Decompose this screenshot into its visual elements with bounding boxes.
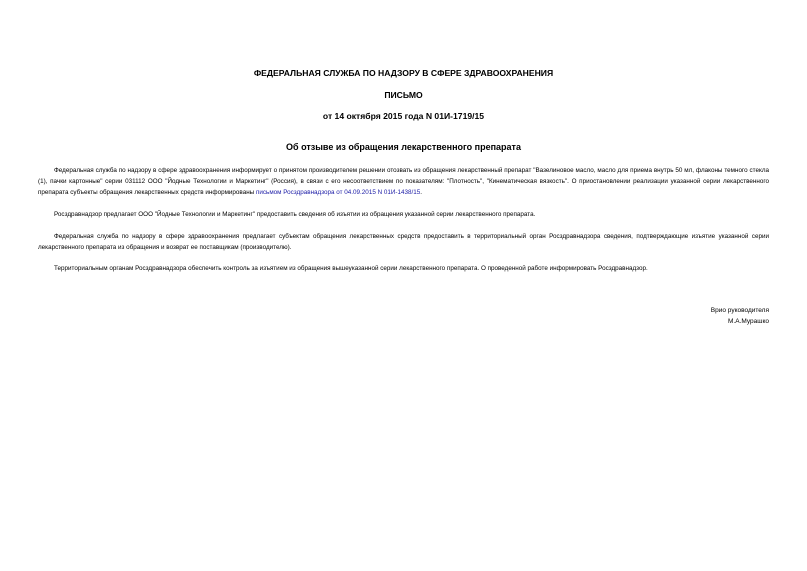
document-page (38, 0, 769, 571)
organization-heading: ФЕДЕРАЛЬНАЯ СЛУЖБА ПО НАДЗОРУ В СФЕРЕ ЗДРАВООХРАНЕНИЯ (253, 68, 554, 78)
document-subject: Об отзыве из обращения лекарственного препарата (286, 142, 521, 152)
signature-block (711, 305, 769, 327)
referenced-letter-link[interactable]: письмом Росздравнадзора от 04.09.2015 N 01И-1438/15 (255, 189, 421, 196)
paragraph-1-end: . (420, 189, 423, 196)
paragraph-3: Федеральная служба по надзору в сфере здравоохранения предлагает субъектам обращения лекарственных средств предоставить в территориальный орган Росздравнадзора сведения, подтверждающие изъятие указанной серии лекарственного препарата из обращения и возврат ее поставщикам (производителю). (38, 233, 769, 251)
signatory-position: Врио руководителя (710, 307, 769, 314)
paragraph-1-text: Федеральная служба по надзору в сфере здравоохранения информирует о принятом производителем решении отозвать из обращения лекарственный препарат "Вазелиновое масло, масло для приема внутрь 50 мл, флаконы темного стекла (1), пачки картонные" серии 031112 ООО "Йодные Технологии и Маркетинг" (Россия), в связи с его несоответствием по показателям: "Плотность", "Кинематическая вязкость". О приостановлении реализации указанной серии лекарственного препарата субъекты обращения лекарственных средств информированы (38, 167, 769, 196)
document-type-heading: ПИСЬМО (384, 90, 423, 100)
paragraph-2: Росздравнадзор предлагает ООО "Йодные Технологии и Маркетинг" предоставить сведения об изъятии из обращения указанной серии лекарственного препарата. (54, 211, 536, 218)
paragraph-4: Территориальным органам Росздравнадзора обеспечить контроль за изъятием из обращения вышеуказанной серии лекарственного препарата. О проведенной работе информировать Росздравнадзор. (54, 265, 648, 272)
paragraph-1 (38, 165, 769, 198)
signatory-name: М.А.Мурашко (727, 318, 769, 325)
document-date-number: от 14 октября 2015 года N 01И-1719/15 (322, 111, 485, 121)
